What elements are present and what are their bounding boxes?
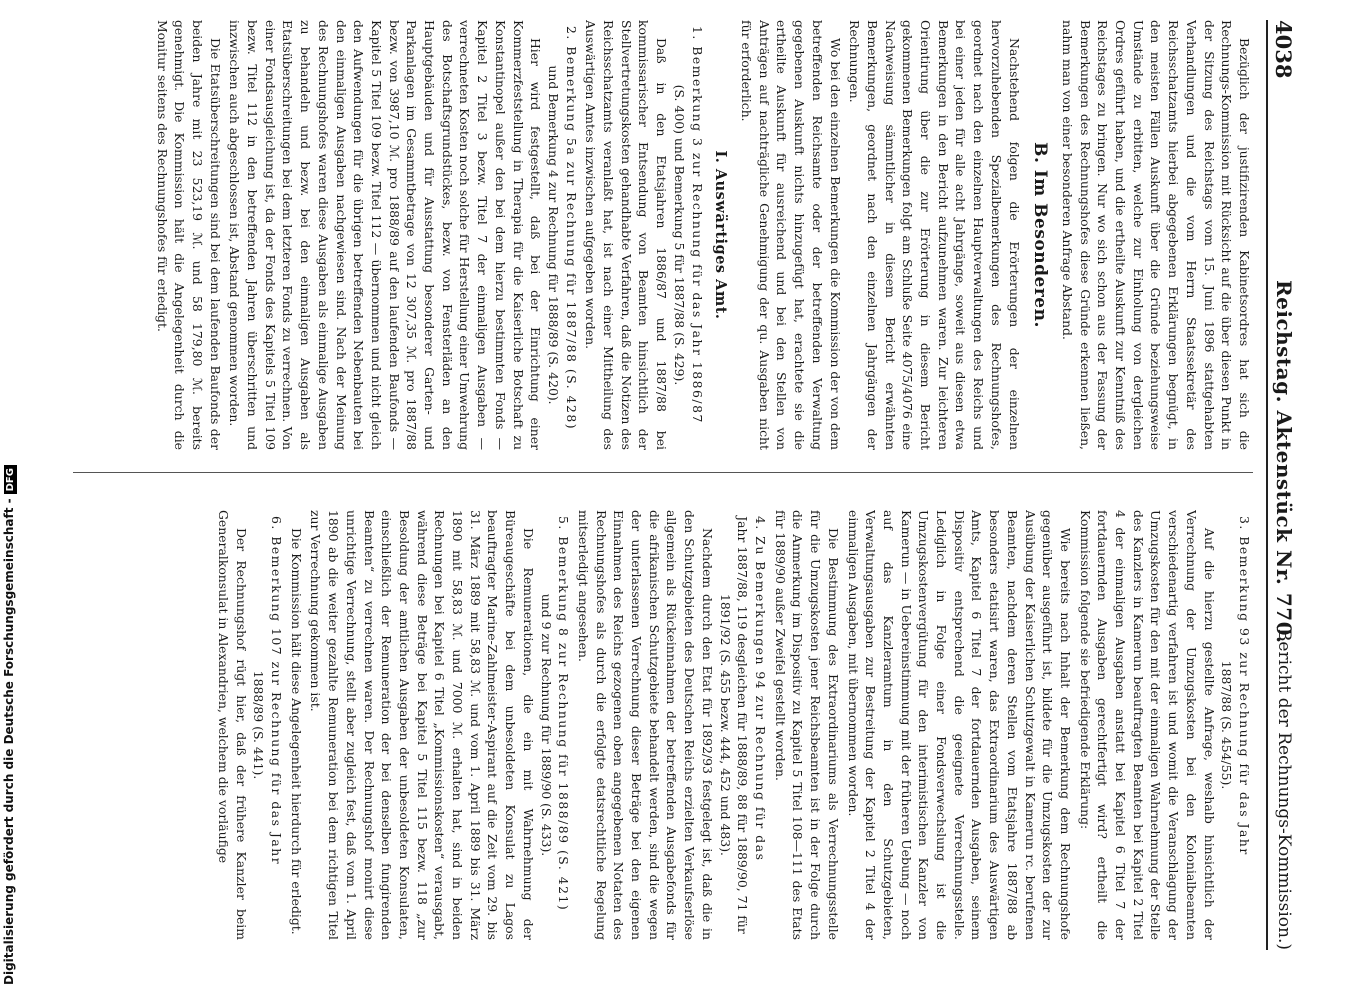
item-3-title: 3. Bemerkung 93 zur Rechnung für das Jahr bbox=[1237, 516, 1252, 856]
item-5-paragraph: Die Remunerationen, die ein mit Wahrnehmung der Büreaugeschäfte bei dem unbesoldeten Konsulat zu Lagos beauftragter Marine-Zahlmeister-Aspirant auf die Zeit vom 29. bis 31. März 1889 mit 58,83 ℳ. und vom 1. April 1889 bis 31. März 1890 mit 58,83 ℳ. und 7000 ℳ. erhalten hat, sind in beiden Rechnungen bei Kapitel 6 Titel „Kommissionskosten“ verausgabt, während diese Beträge bei Kapitel 5 Titel 115 bezw. 118 „zur Besoldung der amtlichen Ausgaben der unbesoldeten Konsulaten, einschließlich der Remuneration der bei denselben fungirenden Beamten“ zu verrechnen waren. Der Rechnungshof monirt diese unrichtige Verrechnung, stellt aber zugleich fest, daß vom 1. April 1890 ab die weiter gezahlte Remuneration bei dem richtigen Titel zur Verrechnung gekommen ist. bbox=[308, 510, 536, 940]
item-5-paragraph-2: Die Kommission hält diese Angelegenheit hierdurch für erledigt. bbox=[288, 528, 304, 935]
item-3-subtitle: 1887/88 (S. 454/55). bbox=[1219, 660, 1235, 790]
item-4-subtitle: Jahr 1887/88, 119 desgleichen für 1888/89, 88 für 1889/90, 71 für 1891/92 (S. 455 bezw. 444, 452 und 483). bbox=[717, 516, 751, 934]
item-2 bbox=[544, 20, 579, 450]
credit-text: Digitalisierung gefördert durch die Deutsche Forschungsgemeinschaft - bbox=[2, 498, 16, 985]
item-4-paragraph: Nachdem durch den Etat für 1892/93 festgelegt ist, daß die in den Schutzgebieten des Deutschen Reichs erzielten Verkaufserlöse allgemein als Rückeinnahmen der betreffenden Ausgabefonds für die afrikanischen Schutzgebiete behandelt werden, sind die wegen der unterlassenen Verrechnung dieser Beträge bei den eigenen Einnahmen des Reichs gezogenen oben angegebenen Notaten des Rechnungshofes als durch die erfolgte etatsrechtliche Regelung mitserledigt angesehen. bbox=[575, 510, 715, 940]
section-b-paragraph-2: Wo bei den einzelnen Bemerkungen die Kommission der von dem betreffenden Reichsamte oder der betreffenden Verwaltung gegebenen Auskunft nichts hinzugefügt hat, erachtete sie die ertheilte Auskunft für ausreichend und bei den Stellen von Anträgen auf nachträgliche Genehmigung der qu. Ausgaben nicht für erforderlich. bbox=[739, 20, 843, 450]
item-4-title: 4. Zu Bemerkungen 94 zur Rechnung für das bbox=[753, 516, 769, 862]
item-1 bbox=[670, 20, 705, 450]
right-column bbox=[43, 510, 1253, 940]
page-subtitle: (Bericht der Rechnungs-Kommission.) bbox=[1274, 622, 1294, 950]
item-3-paragraph-2: Wie bereits nach Inhalt der Bemerkung dem Rechnungshofe gegenüber ausgeführt ist, bildete für die Umzugskosten der zur Ausübung der Kaiserlichen Schutzgewalt in Kamerun rc. berufenen Beamten, nachdem deren Stellen vom Etatsjahre 1887/88 ab besonders etatisirt waren, das Extraordinarium des Auswärtigen Amts, Kapitel 6 Titel 7 der fortdauernden Ausgaben, seinem Dispositiv entsprechend die geeignete Verrechnungsstelle. Lediglich in Folge einer Fondsverwechslung ist die Umzugskostenvergütung für den interimistischen Kanzler von Kamerun — in Uebereinstimmung mit der früheren Uebung — noch auf das Kanzleramtum in den Schutzgebieten, Verwaltungsausgaben zur Bestreitung der Kapitel 2 Titel 4 der einmaligen Ausgaben, mit übernommen worden. bbox=[845, 510, 1073, 940]
page-number: 4038 bbox=[1271, 20, 1296, 79]
item-6-paragraph: Der Rechnungshof rügt hier, daß der frühere Kanzler beim Generalkonsulat in Alexandrien, welchem die vorläufige bbox=[215, 510, 249, 940]
item-3-paragraph-1: Auf die hierzu gestellte Anfrage, weshalb hinsichtlich der Verrechnung der Umzugskosten bei den Kolonialbeamten verschiedenartig verfahren ist und womit die Veranschlagung der Umzugskosten für den mit der einmaligen Wahrnehmung der Stelle des Kanzlers in Kamerun beauftragten Beamten bei Kapitel 2 Titel 4 der einmaligen Ausgaben anstatt bei Kapitel 6 Titel 7 der fortdauernden Ausgaben gerechtfertigt wird? ertheilt die Kommission folgende sie befriedigende Erklärung: bbox=[1077, 510, 1217, 940]
item-5-subtitle: und 9 zur Rechnung für 1889/90 (S. 433). bbox=[538, 593, 554, 857]
subsection-heading: I. Auswärtiges Amt. bbox=[712, 150, 730, 320]
page-header bbox=[1266, 20, 1298, 950]
item-6 bbox=[250, 510, 285, 940]
item-2-paragraph-1: Hier wird festgestellt, daß bei der Einrichtung einer Kommerzfeststellung in Therapia für die Kaiserliche Botschaft zu Konstantinopel außer den bei dem hierzu bestimmten Fonds — Kapitel 2 Titel 3 bezw. Titel 7 der einmaligen Ausgaben — verrechneten Kosten noch solche für Herstellung einer Umwehrung des Botschaftsgrundstückes, bezw. von Fensterläden an den Hauptgebäuden und für Ausstattung besonderer Garten- und Parkanlagen im Gesammtbetrage von 12 307,35 ℳ. pro 1887/88 bezw. von 3987,10 ℳ. pro 1888/89 auf den laufenden Baufonds — Kapitel 5 Titel 109 bezw. Titel 112 — übernommen und nicht gleich den Aufwendungen für die übrigen betreffenden Nebenbauten bei den einmaligen Ausgaben nachgewiesen sind. Nach der Meinung des Rechnungshofes waren diese Ausgaben als einmalige Ausgaben zu behandeln und bezw. bei den einmaligen Ausgaben als Etatsüberschreitungen bei dem letzteren Fonds zu verrechnen. Von einer Fondsausgleichung ist, da der Fonds des Kapitels 5 Titel 109 bezw. Titel 112 in den betreffenden Jahren überschritten und inzwischen auch abgeschlossen ist, Abstand genommen worden. bbox=[227, 20, 544, 450]
left-column bbox=[43, 20, 1253, 450]
intro-paragraph: Bezüglich der justifizirenden Kabinetsordres hat sich die Rechnungs-Kommission mit Rücksicht auf die über diesen Punkt in der Sitzung des Reichstags vom 15. Juni 1896 stattgehabten Verhandlungen und die vom Herrn Staatssekretär des Reichsschatzamts hierbei abgegebenen Erklärungen begnügt, in den meisten Fällen Auskunft über die Gründe beziehungsweise Umstände zu erbitten, welche zur Einholung von dergleichen Ordres geführt haben, und die ertheilte Auskunft zur Kenntniß des Reichstages zu bringen. Nur wo sich schon aus der Fassung der Bemerkungen des Rechnungshofes diese Gründe erkennen ließen, nahm man von einer besonderen Anfrage Abstand. bbox=[1059, 20, 1252, 450]
item-1-paragraph: Daß in den Etatsjahren 1886/87 und 1887/88 bei kommissarischer Entsendung von Beamten hinsichtlich der Stellvertretungskosten gehandhabte Verfahren, daß die Notizen des Reichsschatzamts veranlaßt hat, ist nach einer Mittheilung des Auswärtigen Amtes inzwischen aufgegeben worden. bbox=[583, 20, 670, 450]
column-divider bbox=[73, 472, 1253, 473]
item-6-title: 6. Bemerkung 107 zur Rechnung für das Jahr bbox=[269, 516, 285, 866]
item-1-title: 1. Bemerkung 3 zur Rechnung für das Jahr 1886/87 bbox=[689, 26, 705, 424]
item-5-title: 5. Bemerkung 8 zur Rechnung für 1888/89 (S. 421) bbox=[556, 516, 572, 912]
item-3 bbox=[1218, 510, 1253, 940]
item-4 bbox=[716, 510, 769, 940]
item-6-subtitle: 1888/89 (S. 441). bbox=[251, 670, 267, 780]
section-b-paragraph-1: Nachstehend folgen die Erörterungen der einzelnen hervorzuhebenden Spezialbemerkungen des Rechnungshofes, geordnet nach den einzelnen Hauptverwaltungen des Reichs und bei einer jeden für alle acht Jahrgänge, soweit aus diesen etwa Bemerkungen in den Bericht aufzunehmen waren. Zur leichteren Orientirung über die zur Erörterung in diesem Bericht gekommenen Bemerkungen folgt am Schluße Seite 4075/4076 eine Nachweisung sämmtlicher in diesem Bericht erwähnten Bemerkungen, geordnet nach den einzelnen Jahrgängen der Rechnungen. bbox=[847, 20, 1022, 450]
item-1-subtitle: (S. 400) und Bemerkung 5 für 1887/88 (S. 429). bbox=[671, 84, 687, 386]
item-3-paragraph-3: Die Bestimmung des Extraordinariums als Verrechnungsstelle für die Umzugskosten jener Reichsbeamten ist in der Folge durch die Anmerkung im Dispositiv zu Kapitel 5 Titel 108—111 des Etats für 1889/90 außer Zweifel gestellt worden. bbox=[772, 510, 841, 940]
item-5 bbox=[537, 510, 572, 940]
item-2-title: 2. Bemerkung 5a zur Rechnung für 1887/88 (S. 428) bbox=[563, 26, 579, 431]
item-2-paragraph-2: Die Etatsüberschreitungen sind bei dem laufenden Baufonds der beiden Jahre mit 23 523,19 ℳ. und 58 179,80 ℳ. bereits genehmigt. Die Kommission hält die Angelegenheit durch die Monitur seitens des Rechnungshofes für erledigt. bbox=[154, 20, 223, 450]
page-title: Reichstag. Aktenstück Nr. 770. bbox=[1272, 280, 1296, 644]
dfg-logo: DFG bbox=[4, 465, 17, 494]
item-2-subtitle: und Bemerkung 4 zur Rechnung für 1888/89 (S. 420). bbox=[545, 65, 561, 405]
section-b-heading: B. Im Besonderen. bbox=[1030, 142, 1051, 328]
